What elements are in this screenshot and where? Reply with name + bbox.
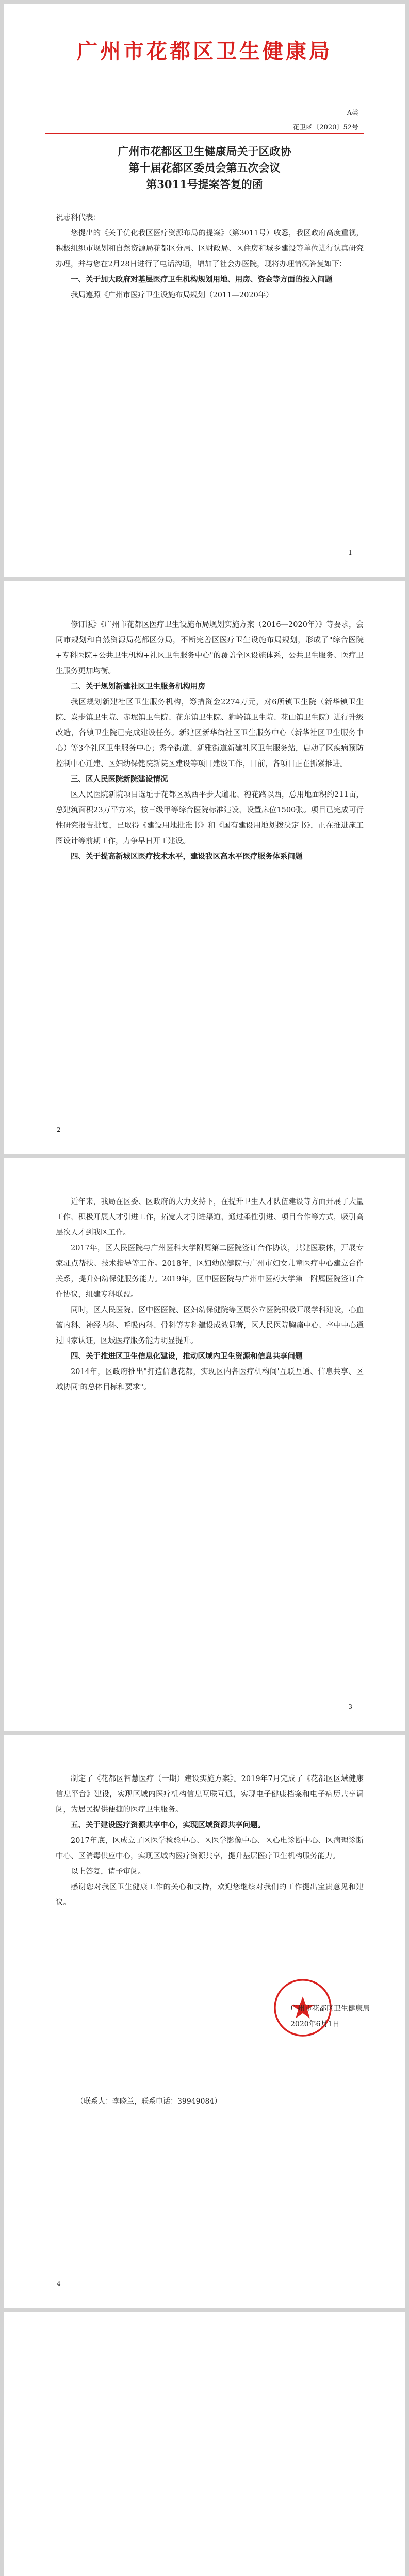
page-body [56,1194,364,1395]
doc-number: 花卫函〔2020〕52号 [292,124,358,131]
document-page-2 [4,581,405,1154]
paragraph: 感谢您对我区卫生健康工作的关心和支持，欢迎您继续对我们的工作提出宝贵意见和建议。 [56,1883,364,1907]
section-heading: 五、关于建设医疗资源共享中心，实现区域资源共享问题。 [71,1821,265,1829]
paragraph: 我区规划新建社区卫生服务机构，筹措资金2274万元，对6所镇卫生院（新华镇卫生院、炭步镇卫生院、赤坭镇卫生院、花东镇卫生院、狮岭镇卫生院、花山镇卫生院）进行升级改造，各镇卫生院已完成建设任务。新建区新华街社区卫生服务中心（新华社区卫生服务中心）等3个社区卫生服务中心；秀全街道、新雅街道新建社区卫生服务站，启动了区疾病预防控制中心迁建、区妇幼保健院新院区建设等项目建设工作，目前，各项目正在抓紧推进。 [56,698,364,768]
paragraph: 2017年，区人民医院与广州医科大学附属第二医院签订合作协议，共建医联体，开展专家驻点帮扶、技术指导等工作。2018年，区妇幼保健院与广州市妇女儿童医疗中心建立合作关系，提升妇幼保健服务能力。2019年，区中医医院与广州中医药大学第一附属医院签订合作协议，组建专科联盟。 [56,1244,364,1299]
section-heading: 一、关于加大政府对基层医疗卫生机构规划用地、用房、资金等方面的投入问题 [71,275,333,284]
paragraph: 以上答复，请予审阅。 [71,1868,145,1876]
paragraph: 2017年底，区成立了区医学检验中心、区医学影像中心、区心电诊断中心、区病理诊断中心、区消毒供应中心，实现区域内医疗资源共享，提升基层医疗卫生机构服务能力。 [56,1837,364,1860]
signing-organization: 广州市花都区卫生健康局 [290,2005,370,2013]
doc-category: A类 [347,109,358,117]
document-page-1 [4,4,405,577]
paragraph: 区人民医院新院项目选址于花都区城西平步大道北、穗花路以西，总用地面积约211亩，总建筑面积23万平方米，按三级甲等综合医院标准建设，设置床位1500张。项目已完成可行性研究报告批复，已取得《建设用地批准书》和《国有建设用地划拨决定书》，正在推进施工图设计等前期工作，力争早日开工建设。 [56,791,364,845]
paragraph: 您提出的《关于优化我区医疗资源布局的提案》（第3011号）收悉，我区政府高度重视，积极组织市规划和自然资源局花都区分局、区财政局、区住房和城乡建设等单位进行认真研究办理，并与您在2月28日进行了电话沟通，增加了社会办医院，现将办理情况答复如下： [56,229,364,268]
section-heading: 二、关于规划新建社区卫生服务机构用房 [71,682,205,691]
page-number: —3— [342,1703,358,1710]
section-heading: 四、关于推进区卫生信息化建设，推动区域内卫生资源和信息共享问题 [71,1352,303,1361]
document-page-5 [4,2312,405,2576]
page-body [56,210,364,303]
section-heading: 四、关于提高新城区医疗技术水平，建设我区高水平医疗服务体系问题 [71,852,303,861]
page-body [56,1771,364,1910]
page-number: —2— [51,1126,67,1133]
doc-title-line: 第3011号提案答复的函 [146,178,263,191]
page-body [56,617,364,865]
red-divider [45,133,364,134]
paragraph: 2014年，区政府推出"打造信息花都，实现区内各医疗机构间'互联互通、信息共享、区域协同'的总体目标和要求"。 [56,1368,364,1392]
document-page-4 [4,1735,405,2308]
doc-title [35,143,374,193]
signing-date: 2020年6月1日 [290,2020,340,2028]
agency-title: 广州市花都区卫生健康局 [77,39,332,63]
doc-title-line: 第十届花都区委员会第五次会议 [128,161,281,174]
salutation: 祝志科代表： [56,214,101,222]
paragraph: 我局遵照《广州市医疗卫生设施布局规划（2011—2020年） [71,291,273,299]
section-heading: 三、区人民医院新院建设情况 [71,775,168,784]
document-page-3 [4,1158,405,1731]
page-number: —4— [51,2280,67,2287]
paragraph: 修订版》《广州市花都区医疗卫生设施布局规划实施方案（2016—2020年）》等要求，会同市规划和自然资源局花都区分局，不断完善区医疗卫生设施布局规划，形成了"综合医院+专科医院+公共卫生机构+社区卫生服务中心"的覆盖全区设施体系，公共卫生服务、医疗卫生服务更加均衡。 [56,621,364,675]
contact-info: （联系人：李晓兰，联系电话：39949084） [76,2097,222,2106]
page-number: —1— [342,549,358,556]
paragraph: 近年来，我局在区委、区政府的大力支持下，在提升卫生人才队伍建设等方面开展了大量工作，积极开展人才引进工作，拓宽人才引进渠道，通过柔性引进、项目合作等方式，吸引高层次人才到我区工作。 [56,1198,364,1237]
paragraph: 制定了《花都区智慧医疗（一期）建设实施方案》。2019年7月完成了《花都区区域健康信息平台》建设，实现区域内医疗机构信息互联互通，实现电子健康档案和电子病历共享调阅，为居民提供便捷的医疗卫生服务。 [56,1775,364,1814]
doc-title-line: 广州市花都区卫生健康局关于区政协 [118,145,291,158]
paragraph: 同时，区人民医院、区中医医院、区妇幼保健院等区属公立医院积极开展学科建设，心血管内科、神经内科、呼吸内科、骨科等专科建设成效显著，区人民医院胸痛中心、卒中中心通过国家认证，区域医疗服务能力明显提升。 [56,1306,364,1345]
